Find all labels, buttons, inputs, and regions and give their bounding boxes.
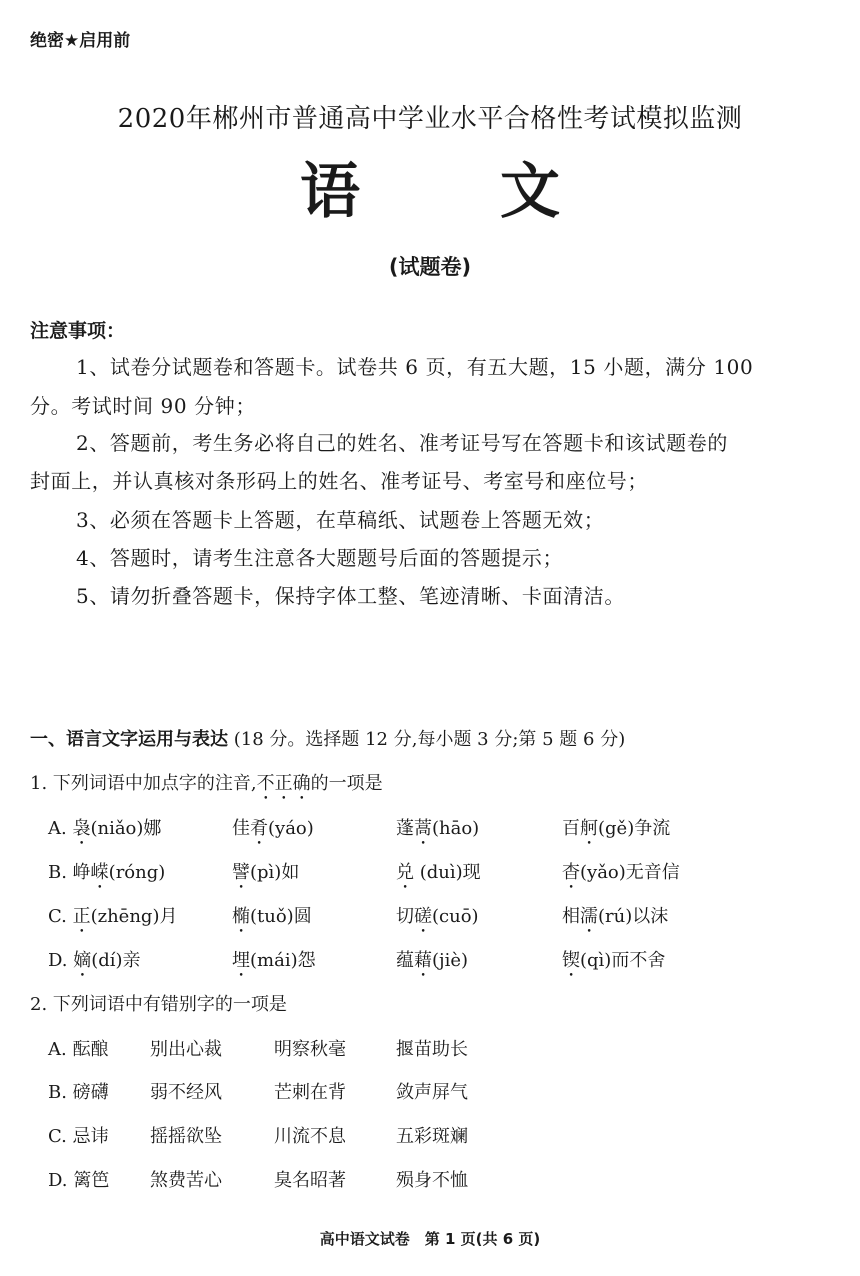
subject-title <box>300 156 560 228</box>
q2-option-c-word-2: 摇摇欲坠 <box>150 1126 222 1147</box>
q1-option-d-word-2: 埋(mái)怨 <box>232 950 316 971</box>
q2-option-c-word-3: 川流不息 <box>274 1126 346 1147</box>
q1-option-c-word-4: 相濡(rú)以沫 <box>562 906 669 927</box>
question-2-stem: 2. 下列词语中有错别字的一项是 <box>30 994 287 1015</box>
q1-option-c-word-2: 椭(tuǒ)圆 <box>232 906 312 927</box>
question-1-stem <box>30 769 383 804</box>
q1-option-a-word-2: 佳肴(yáo) <box>232 818 314 839</box>
subject-char-1: 语 <box>300 157 360 227</box>
q1-option-d-word-3: 蕴藉(jiè) <box>396 950 469 971</box>
q2-option-d-word-4: 殒身不恤 <box>396 1170 468 1191</box>
section-note: (18 分。选择题 12 分,每小题 3 分;第 5 题 6 分) <box>233 729 626 750</box>
confidential-label: 绝密★启用前 <box>30 31 131 51</box>
section-heading <box>30 725 625 751</box>
notice-line-7: 5、请勿折叠答题卡，保持字体工整、笔迹清晰、卡面清洁。 <box>76 584 625 608</box>
q2-option-a-word-2: 别出心裁 <box>150 1039 222 1060</box>
q2-option-c-word-1: C. 忌讳 <box>48 1126 109 1147</box>
q1-option-d-word-1: D. 嫡(dí)亲 <box>48 950 141 971</box>
notice-line-2: 分。考试时间 90 分钟； <box>30 394 256 418</box>
q2-option-a-word-3: 明察秋毫 <box>274 1039 346 1060</box>
question-1-stem-start: 1. 下列词语中加点字的注音, <box>30 773 257 794</box>
q2-option-b-word-3: 芒刺在背 <box>274 1082 346 1103</box>
q1-option-b-word-3: 兑 (duì)现 <box>396 862 481 883</box>
q2-option-b-word-2: 弱不经风 <box>150 1082 222 1103</box>
page-footer: 高中语文试卷 第 1 页(共 6 页) <box>319 1230 541 1248</box>
q2-option-a-word-1: A. 酝酿 <box>48 1039 109 1060</box>
notice-line-4: 封面上，并认真核对条形码上的姓名、准考证号、考室号和座位号； <box>30 469 648 493</box>
q2-option-d-word-2: 煞费苦心 <box>150 1170 222 1191</box>
notice-line-1: 1、试卷分试题卷和答题卡。试卷共 6 页，有五大题，15 小题，满分 100 <box>76 355 754 379</box>
question-1-stem-emphasis: 不正确 <box>256 773 311 794</box>
notice-line-3: 2、答题前，考生务必将自己的姓名、准考证号写在答题卡和该试题卷的 <box>76 431 728 455</box>
q2-option-d-word-1: D. 篱笆 <box>48 1170 110 1191</box>
q1-option-a-word-1: A. 袅(niǎo)娜 <box>48 818 162 839</box>
notice-line-5: 3、必须在答题卡上答题，在草稿纸、试题卷上答题无效； <box>76 508 605 532</box>
section-title: 一、语言文字运用与表达 <box>30 729 228 750</box>
notice-heading: 注意事项： <box>30 320 126 342</box>
q2-option-b-word-4: 敛声屏气 <box>396 1082 468 1103</box>
q1-option-c-word-1: C. 正(zhēng)月 <box>48 906 178 927</box>
q1-option-a-word-4: 百舸(gě)争流 <box>562 818 671 839</box>
q2-option-d-word-3: 臭名昭著 <box>274 1170 346 1191</box>
q2-option-a-word-4: 揠苗助长 <box>396 1039 468 1060</box>
q1-option-c-word-3: 切磋(cuō) <box>396 906 479 927</box>
q1-option-b-word-4: 杳(yǎo)无音信 <box>562 862 680 883</box>
q2-option-b-word-1: B. 磅礴 <box>48 1082 109 1103</box>
q1-option-d-word-4: 锲(qì)而不舍 <box>562 950 666 971</box>
notice-line-6: 4、答题时，请考生注意各大题题号后面的答题提示； <box>76 546 564 570</box>
q2-option-c-word-4: 五彩斑斓 <box>396 1126 468 1147</box>
q1-option-b-word-2: 譬(pì)如 <box>232 862 300 883</box>
q1-option-a-word-3: 蓬蒿(hāo) <box>396 818 480 839</box>
question-1-stem-end: 的一项是 <box>310 773 383 794</box>
q1-option-b-word-1: B. 峥嵘(róng) <box>48 862 166 883</box>
volume-label: (试题卷) <box>388 255 472 279</box>
exam-title: 2020年郴州市普通高中学业水平合格性考试模拟监测 <box>117 104 743 134</box>
subject-char-2: 文 <box>500 157 560 227</box>
